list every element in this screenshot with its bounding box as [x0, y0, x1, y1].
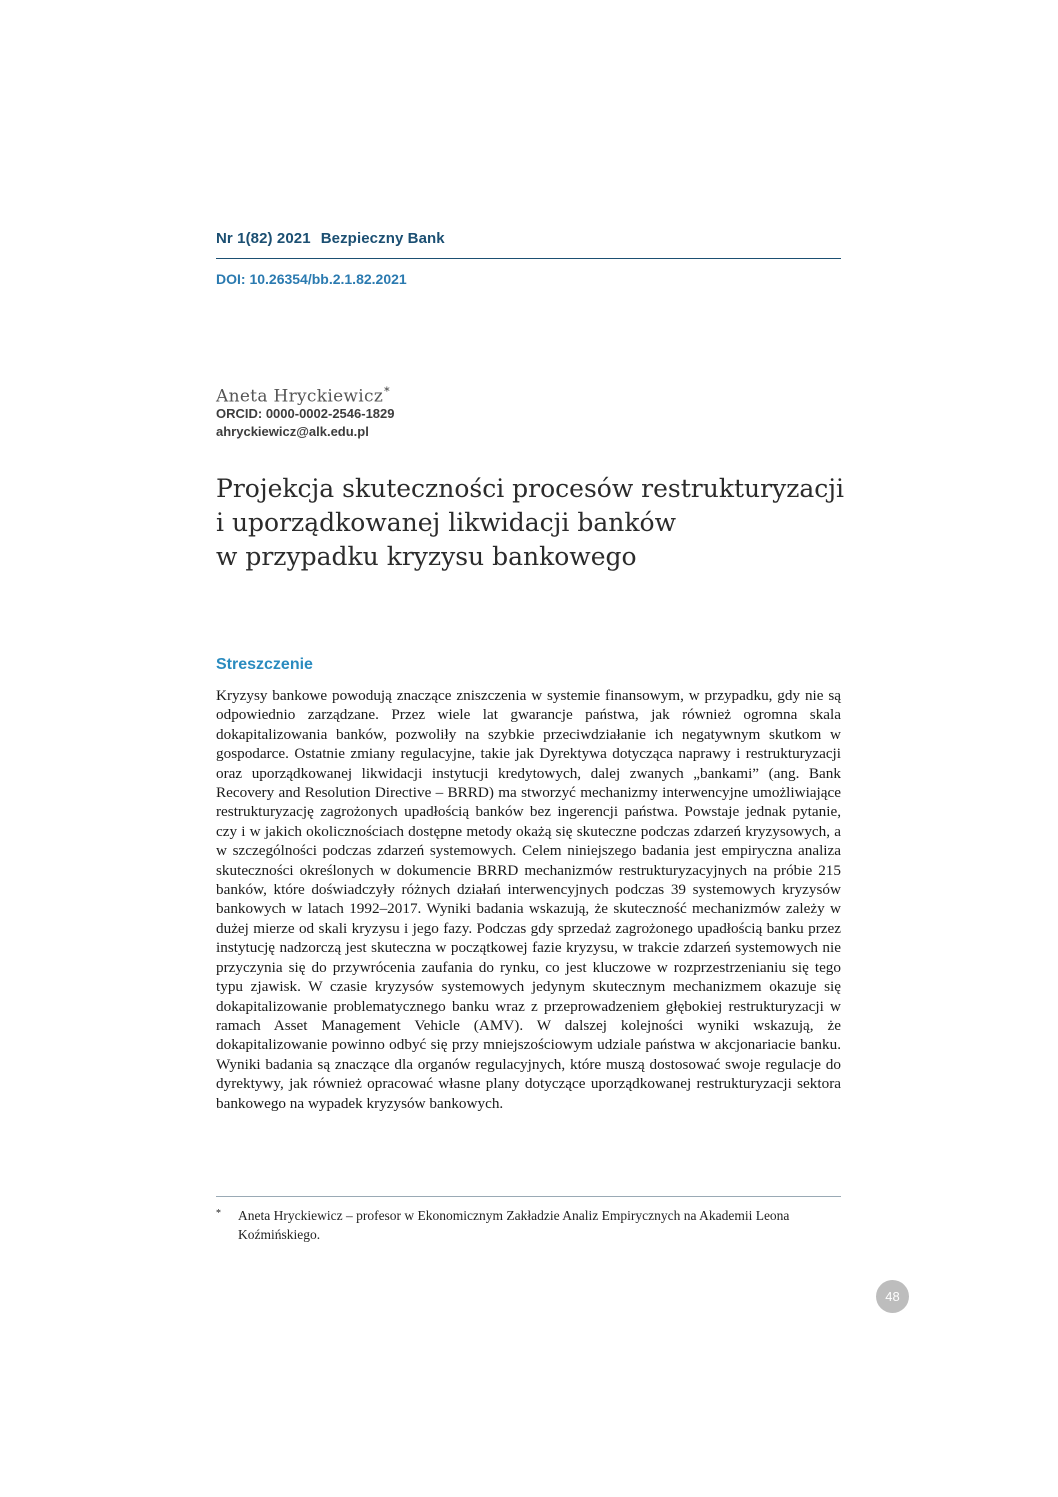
journal-name: Bezpieczny Bank — [320, 230, 445, 247]
issue-number: Nr 1(82) 2021 — [216, 230, 311, 247]
paper-title — [216, 472, 856, 574]
header-divider — [216, 258, 841, 259]
footnote — [216, 1206, 841, 1244]
abstract-text: Kryzysy bankowe powodują znaczące zniszczenia w systemie finansowym, w przypadku, gdy nie są odpowiednio zarządzane. Przez wiele lat gwarancje państwa, jak również ogromna skala dokapitalizowania banków, pozwoliły na szybkie przeciwdziałanie ich negatywnym skutkom w gospodarce. Ostatnie zmiany regulacyjne, takie jak Dyrektywa dotycząca naprawy i restrukturyzacji oraz uporządkowanej likwidacji instytucji kredytowych, dalej zwanych „bankami” (ang. Bank Recovery and Resolution Directive – BRRD) ma stworzyć mechanizmy interwencyjne umożliwiające restrukturyzację zagrożonych upadłością banków bez ingerencji państwa. Powstaje jednak pytanie, czy i w jakich okolicznościach dostępne metody okażą się skuteczne podczas zdarzeń kryzysowych, a w szczególności podczas zdarzeń systemowych. Celem niniejszego badania jest empiryczna analiza skuteczności określonych w dokumencie BRRD mechanizmów restrukturyzacyjnych na próbie 215 banków, które doświadczyły różnych działań interwencyjnych podczas 39 systemowych kryzysów bankowych w latach 1992–2017. Wyniki badania wskazują, że skuteczność mechanizmów zależy w dużej mierze od skali kryzysu i jego fazy. Podczas gdy sprzedaż zagrożonego upadłością banku przez instytucję nadzorczą jest skuteczna w początkowej fazie kryzysu, w trakcie zdarzeń systemowych nie przyczynia się do przywrócenia zaufania do rynku, co jest kluczowe w rozprzestrzenianiu się tego typu zjawisk. W czasie kryzysów systemowych jedynym skutecznym mechanizmem okazuje się dokapitalizowanie problematycznego banku wraz z przeprowadzeniem głębokiej restrukturyzacji w ramach Asset Management Vehicle (AMV). W dalszej kolejności wyniki wskazują, że dokapitalizowanie powinno odbyć się przy mniejszościowym udziale państwa w akcjonariacie banku. Wyniki badania są znaczące dla organów regulacyjnych, które muszą dostosować swoje regulacje do dyrektywy, jak również opracować własne plany dotyczące uporządkowanej restrukturyzacji sektora bankowego na wypadek kryzysów bankowych. — [216, 687, 841, 1112]
footnote-marker: * — [216, 1208, 221, 1219]
journal-header — [216, 230, 455, 247]
author-footnote-marker: * — [384, 385, 390, 398]
footnote-divider — [216, 1196, 841, 1197]
author-email[interactable]: ahryckiewicz@alk.edu.pl — [216, 424, 369, 439]
page-number-badge: 48 — [876, 1280, 909, 1313]
title-line: w przypadku kryzysu bankowego — [216, 542, 637, 571]
abstract-heading: Streszczenie — [216, 656, 313, 673]
title-line: i uporządkowanej likwidacji banków — [216, 508, 676, 537]
author-name-text: Aneta Hryckiewicz — [216, 386, 384, 407]
author-orcid: ORCID: 0000-0002-2546-1829 — [216, 406, 395, 421]
footnote-text: Aneta Hryckiewicz – profesor w Ekonomicznym Zakładzie Analiz Empirycznych na Akademii Leona Koźmińskiego. — [238, 1208, 790, 1242]
title-line: Projekcja skuteczności procesów restrukturyzacji — [216, 474, 845, 503]
doi-link[interactable]: DOI: 10.26354/bb.2.1.82.2021 — [216, 271, 407, 287]
author-name — [216, 385, 390, 407]
